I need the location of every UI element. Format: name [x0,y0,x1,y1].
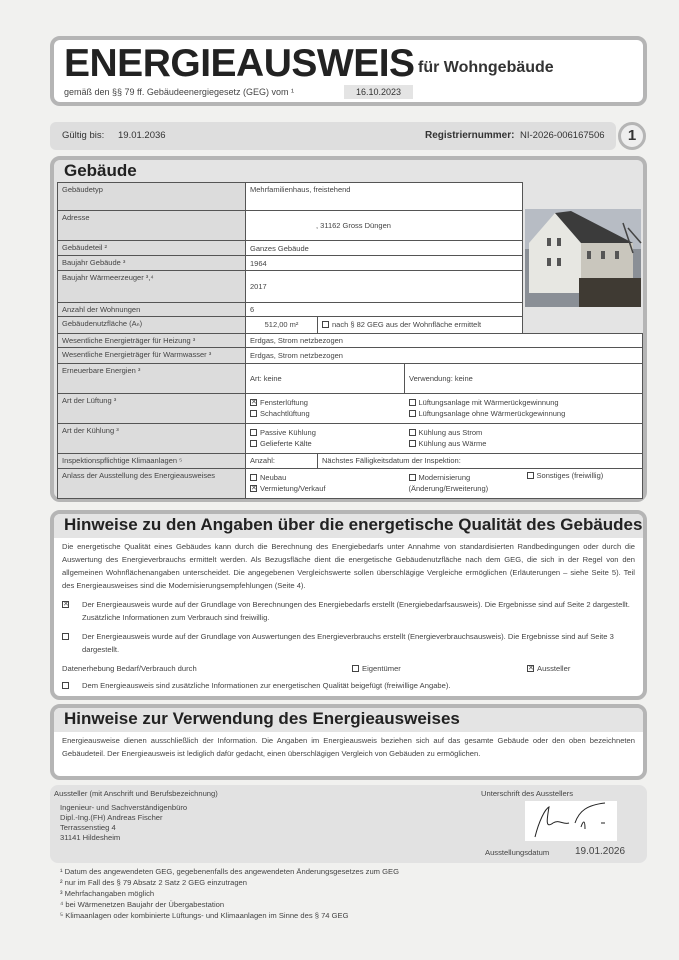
row-label: Gebäudetyp [58,183,246,211]
option-neubau[interactable] [250,472,401,483]
footnote: ⁴ bei Wärmenetzen Baujahr der Übergabestation [60,900,225,909]
table-row [58,393,643,423]
option-label: Sonstiges (freiwillig) [536,470,604,480]
verbrauch-text: Der Energieausweis wurde auf der Grundlage von Auswertungen des Energieverbrauchs erstellt (Energieverbrauchsausweis). Die Ergebnisse sind auf Seite 3 dargestellt. [82,632,614,654]
law-reference: gemäß den §§ 79 ff. Gebäudeenergiegesetz (GEG) vom ¹ [64,87,294,97]
signature-box [477,785,647,863]
option-label: Lüftungsanlage mit Wärmerückgewinnung [418,398,559,407]
checkbox[interactable] [250,410,257,417]
footnote: ³ Mehrfachangaben möglich [60,889,155,898]
building-section [50,156,647,502]
option-strom[interactable] [409,427,639,438]
checkbox[interactable] [409,440,416,447]
row-value: Erdgas, Strom netzbezogen [246,347,643,363]
usage-text: Energieausweise dienen ausschließlich der Information. Die Angaben im Energieausweis beziehen sich auf das gesamte Gebäude oder den oben bezeichneten Gebäudeteil. Der Energieausweis ist lediglich dafür gedacht, einen überschlägigen Vergleich von Gebäuden zu ermöglichen. [62,736,635,758]
table-row [58,183,643,211]
option-schachtlueftung[interactable] [250,408,401,419]
row-label: Adresse [58,211,246,241]
checkbox[interactable] [250,399,257,406]
footnote: ¹ Datum des angewendeten GEG, gegebenenfalls des angewendeten Änderungsgesetzes zum GEG [60,867,399,876]
issue-date-label: Ausstellungsdatum [485,848,550,857]
building-photo-image [523,183,643,333]
building-title: Gebäude [64,161,137,180]
row-label: Erneuerbare Energien ³ [58,363,246,393]
footnote: ⁵ Klimaanlagen oder kombinierte Lüftungs- und Klimaanlagen im Sinne des § 74 GEG [60,911,349,920]
row-value: Erdgas, Strom netzbezogen [246,333,643,347]
row-value-2: Verwendung: keine [405,363,643,393]
issuer-line: Terrassenstieg 4 [60,823,116,832]
floor-area: 512,00 m² [246,317,318,333]
table-row [58,468,643,498]
row-value-2: Nächstes Fälligkeitsdatum der Inspektion: [318,453,643,468]
table-row [58,363,643,393]
option-passive[interactable] [250,427,401,438]
row-label: Gebäudenutzfläche (Aₙ) [58,317,246,333]
option-label: Kühlung aus Strom [418,428,483,437]
row-label: Anzahl der Wohnungen [58,303,246,317]
reg-number: NI-2026-006167506 [520,130,605,141]
checkbox[interactable] [250,429,257,436]
row-label: Art der Lüftung ³ [58,393,246,423]
row-value: Anzahl: [246,453,318,468]
option-label: Kühlung aus Wärme [418,439,487,448]
option-label: Modernisierung (Änderung/Erweiterung) [408,473,489,493]
checkbox-extra-info[interactable] [62,682,69,689]
option-label: Schachtlüftung [260,409,310,418]
building-table [57,182,643,499]
checkbox[interactable] [409,410,416,417]
option-issuer[interactable] [527,662,570,675]
signature-label: Unterschrift des Ausstellers [481,789,574,798]
quality-intro: Die energetische Qualität eines Gebäudes kann durch die Berechnung des Energiebedarfs unter Annahme von standardisierten Randbedingungen oder durch die Auswertung des Energieverbrauchs ermittelt werden. Als Bezugsfläche dient die energetische Gebäudenutzfläche nach dem GEG, die sich in der Regel von den allgemeinen Wohnflächenangaben unterscheidet. Die angegebenen Vergleichswerte sollen überschlägige Vergleiche ermöglichen (Erläuterungen – siehe Seite 5). Teil des Energieausweises sind die Modernisierungsempfehlungen (Seite 4). [62,542,635,590]
usage-title: Hinweise zur Verwendung des Energieausweises [54,708,643,732]
option-mit-wrg[interactable] [409,397,639,408]
checkbox[interactable] [409,474,416,481]
option-fensterlueftung[interactable] [250,397,401,408]
checkbox[interactable] [352,665,359,672]
issuer-line: Dipl.-Ing.(FH) Andreas Fischer [60,813,163,822]
option-waerme[interactable] [409,438,639,449]
issuer-box [50,785,500,863]
option-label: Vermietung/Verkauf [260,484,326,493]
checkbox[interactable] [250,485,257,492]
law-date: 16.10.2023 [344,85,413,99]
page-number: 1 [618,122,646,150]
option-label: Aussteller [537,664,571,673]
issuer-label: Aussteller (mit Anschrift und Berufsbezeichnung) [54,789,218,798]
option-ohne-wrg[interactable] [409,408,639,419]
row-label: Wesentliche Energieträger für Heizung ³ [58,333,246,347]
quality-notes-section [50,510,647,700]
quality-notes-title: Hinweise zu den Angaben über die energetische Qualität des Gebäudes [54,514,643,538]
row-label: Baujahr Gebäude ³ [58,256,246,271]
checkbox[interactable] [322,321,329,328]
usage-notes-section [50,704,647,780]
option-kaelte[interactable] [250,438,401,449]
reg-label: Registriernummer: [425,130,515,141]
row-label: Wesentliche Energieträger für Warmwasser ³ [58,347,246,363]
option-label: Fensterlüftung [260,398,308,407]
row-value: 6 [246,303,523,317]
issuer-line: Ingenieur- und Sachverständigenbüro [60,803,188,812]
option-label: Eigentümer [362,664,401,673]
table-row [58,453,643,468]
row-value: Ganzes Gebäude [246,241,523,256]
table-row [58,347,643,363]
title-box [50,36,647,106]
row-label: Inspektionspflichtige Klimaanlagen ⁵ [58,453,246,468]
issue-date: 19.01.2026 [575,846,626,857]
checkbox[interactable] [250,440,257,447]
row-value: 2017 [246,271,523,303]
option-label: Passive Kühlung [260,428,316,437]
option-owner[interactable] [352,662,517,675]
option-label: Lüftungsanlage ohne Wärmerückgewinnung [418,409,566,418]
valid-label: Gültig bis: [62,130,105,141]
valid-date: 19.01.2036 [118,130,166,141]
issuer-line: 31141 Hildesheim [60,833,121,842]
validity-bar [50,122,616,150]
checkbox-verbrauch[interactable] [62,633,69,640]
bedarf-text: Der Energieausweis wurde auf der Grundlage von Berechnungen des Energiebedarfs erstellt (Energiebedarfsausweis). Die Ergebnisse sind auf Seite 2 dargestellt. Zusätzliche Informationen zum Verbrauch sind freiwillig. [82,600,630,622]
row-value: Art: keine [246,363,405,393]
data-collection-label: Datenerhebung Bedarf/Verbrauch durch [62,664,197,673]
row-value: Mehrfamilienhaus, freistehend [246,183,523,211]
table-row [58,333,643,347]
doc-subtitle: für Wohngebäude [418,59,554,76]
footnotes [60,866,399,921]
row-value: 1964 [246,256,523,271]
row-value: , 31162 Gross Düngen [246,211,523,241]
extra-info-text: Dem Energieausweis sind zusätzliche Informationen zur energetischen Qualität beigefügt (freiwillige Angabe). [82,681,451,690]
checkbox-bedarf[interactable] [62,601,69,608]
option-modernisierung[interactable] [405,468,523,498]
table-row [58,423,643,453]
row-label: Gebäudeteil ² [58,241,246,256]
footnote: ² nur im Fall des § 79 Absatz 2 Satz 2 GEG einzutragen [60,878,247,887]
checkbox[interactable] [409,399,416,406]
row-label: Art der Kühlung ³ [58,423,246,453]
checkbox[interactable] [527,472,534,479]
option-label: Gelieferte Kälte [260,439,312,448]
option-vermietung[interactable] [250,483,401,494]
doc-title: ENERGIEAUSWEIS [64,42,415,85]
checkbox[interactable] [409,429,416,436]
option-label: Neubau [260,473,287,482]
building-photo [523,183,643,334]
checkbox[interactable] [527,665,534,672]
checkbox-label: nach § 82 GEG aus der Wohnfläche ermittelt [332,320,482,330]
row-label: Anlass der Ausstellung des Energieausweises [58,468,246,498]
checkbox[interactable] [250,474,257,481]
floor-area-note [318,317,523,333]
signature-image [525,801,617,841]
option-sonstiges[interactable] [523,468,643,498]
row-label: Baujahr Wärmeerzeuger ³,⁴ [58,271,246,303]
